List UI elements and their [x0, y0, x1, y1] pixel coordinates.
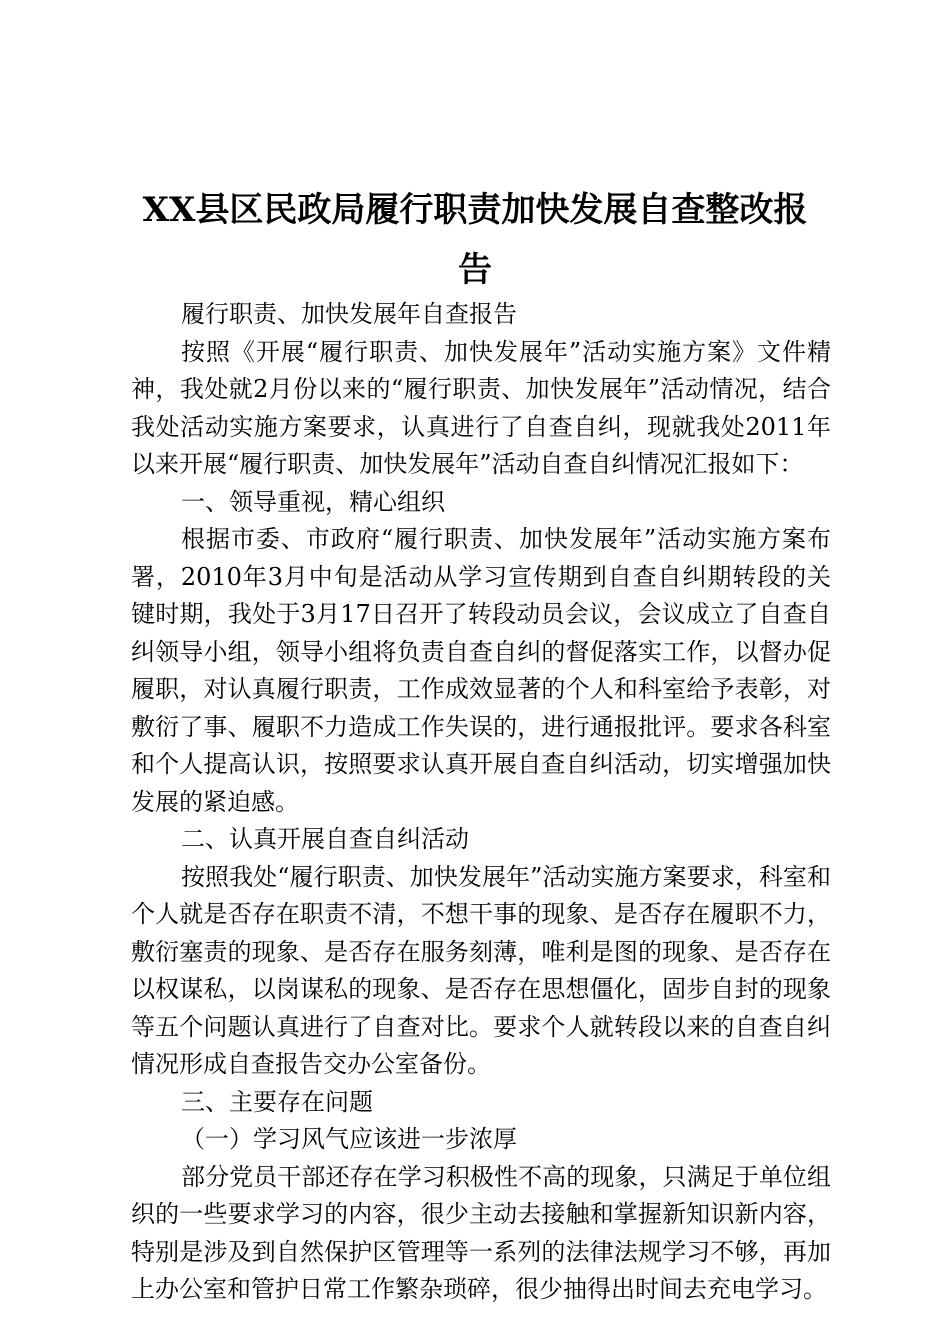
title-line-2: 告 — [458, 250, 492, 290]
document-title — [100, 180, 850, 300]
paragraph-section-1: 根据市委、市政府“履行职责、加快发展年”活动实施方案布署，2010年3月中旬是活动从学习宣传期到自查自纠期转段的关键时期，我处于3月17日召开了转段动员会议，会议成立了自查自纠领导小组，领导小组将负责自查自纠的督促落实工作，以督办促履职，对认真履行职责，工作成效显著的个人和科室给予表彰，对敷衍了事、履职不力造成工作失误的，进行通报批评。要求各科室和个人提高认识，按照要求认真开展自查自纠活动，切实增强加快发展的紧迫感。 — [131, 525, 831, 816]
section-heading-3: 三、主要存在问题 — [181, 1087, 373, 1116]
document-body — [131, 296, 831, 1309]
section-heading-2: 二、认真开展自查自纠活动 — [181, 825, 469, 853]
section-heading-1: 一、领导重视，精心组织 — [181, 487, 445, 516]
paragraph-subsection-1: 部分党员干部还存在学习积极性不高的现象，只满足于单位组织的一些要求学习的内容，很少主动去接触和掌握新知识新内容，特别是涉及到自然保护区管理等一系列的法律法规学习不够，再加上办公室和管护日常工作繁杂琐碎，很少抽得出时间去充电学习。 — [131, 1162, 831, 1303]
title-line-1: XX县区民政局履行职责加快发展自查整改报 — [142, 190, 808, 230]
paragraph-section-2: 按照我处“履行职责、加快发展年”活动实施方案要求，科室和个人就是否存在职责不清，不想干事的现象、是否存在履职不力，敷衍塞责的现象、是否存在服务刻薄，唯利是图的现象、是否存在以权谋私，以岗谋私的现象、是否存在思想僵化，固步自封的现象等五个问题认真进行了自查对比。要求个人就转段以来的自查自纠情况形成自查报告交办公室备份。 — [131, 862, 831, 1078]
report-subtitle: 履行职责、加快发展年自查报告 — [181, 300, 517, 328]
subsection-heading-1: （一）学习风气应该进一步浓厚 — [181, 1125, 517, 1153]
paragraph-intro: 按照《开展“履行职责、加快发展年”活动实施方案》文件精神，我处就2月份以来的“履行职责、加快发展年”活动情况，结合我处活动实施方案要求，认真进行了自查自纠，现就我处2011年以来开展“履行职责、加快发展年”活动自查自纠情况汇报如下： — [131, 337, 831, 478]
